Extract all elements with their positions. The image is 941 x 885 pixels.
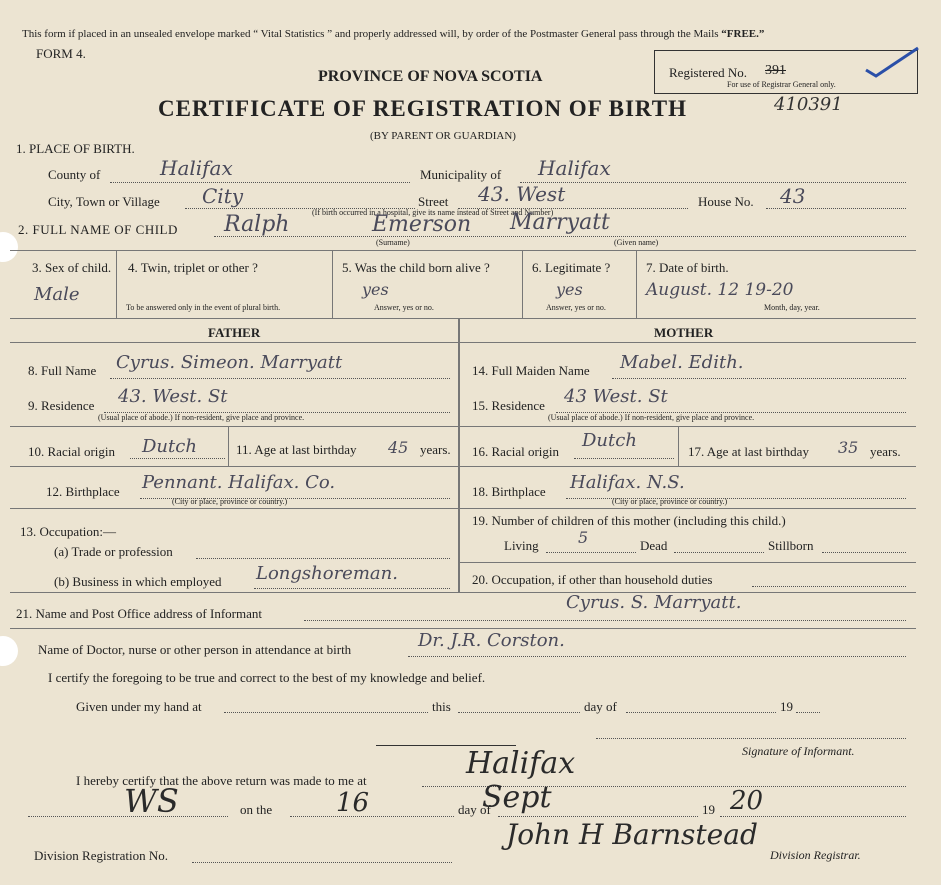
father-racial-label: 10. Racial origin [28,444,116,459]
registrar-year: 20 [730,786,764,816]
street-value: 43. West [478,182,566,206]
municipality-value: Halifax [538,156,611,180]
stillborn-label: Stillborn [768,538,814,553]
place-of-birth-heading: 1. PLACE OF BIRTH. [16,141,135,156]
birth-date-label: 7. Date of birth. [646,260,729,275]
postal-notice: This form if placed in an unsealed envelope marked “ Vital Statistics ” and properly addressed will, by order of the Postmaster General pass through the Mails “FREE.” [22,28,765,40]
given-under-label: Given under my hand at [76,699,202,714]
doctor-label: Name of Doctor, nurse or other person in attendance at birth [38,642,352,657]
father-residence-label: 9. Residence [28,398,95,413]
mother-birthplace-value: Halifax. N.S. [570,472,685,493]
mother-age-label: 17. Age at last birthday [688,444,809,459]
division-registration-label: Division Registration No. [34,848,168,863]
mother-occupation-label: 20. Occupation, if other than household duties [472,572,713,587]
house-value: 43 [780,184,806,208]
on-the-label: on the [240,802,273,817]
legitimate-note: Answer, yes or no. [546,303,606,312]
mother-racial-value: Dutch [582,430,637,451]
mother-years-label: years. [870,444,901,459]
registered-label: Registered No. [669,65,747,80]
father-heading: FATHER [208,325,261,340]
occupation-heading: 13. Occupation:— [20,524,117,539]
registrar-day: 16 [336,788,370,818]
father-residence-value: 43. West. St [118,386,228,407]
city-value: City [202,184,244,208]
county-value: Halifax [160,156,233,180]
sex-value: Male [34,284,80,305]
mother-birthplace-label: 18. Birthplace [472,484,546,499]
division-registrar-label: Division Registrar. [770,848,861,862]
living-value: 5 [578,528,589,547]
mother-heading: MOTHER [654,325,714,340]
house-label: House No. [698,194,754,209]
doctor-value: Dr. J.R. Corston. [418,630,565,651]
municipality-label: Municipality of [420,167,502,182]
mother-birthplace-note: (City or place, province or country.) [612,497,728,506]
registered-handwritten: 410391 [774,94,843,115]
form-number: FORM 4. [36,46,86,61]
father-name-value: Cyrus. Simeon. Marryatt [116,352,343,373]
mother-residence-label: 15. Residence [472,398,545,413]
father-age-label: 11. Age at last birthday [236,442,357,457]
mother-residence-note: (Usual place of abode.) If non-resident, give place and province. [548,413,755,422]
hospital-note: (If birth occurred in a hospital, give its name instead of Street and Number) [312,208,554,217]
child-name-label: 2. FULL NAME OF CHILD [18,222,178,237]
registrar-signature: John H Barnstead [506,818,758,851]
punch-hole [0,232,18,262]
father-birthplace-value: Pennant. Halifax. Co. [142,472,336,493]
page-subtitle: (BY PARENT OR GUARDIAN) [370,130,516,142]
living-label: Living [504,538,539,553]
birth-date-note: Month, day, year. [764,303,820,312]
children-count-label: 19. Number of children of this mother (including this child.) [472,513,786,528]
birth-date-value: August. 12 19-20 [646,280,794,300]
father-birthplace-label: 12. Birthplace [46,484,120,499]
registrar-place: Halifax [466,746,576,781]
father-birthplace-note: (City or place, province or country.) [172,497,288,506]
father-name-label: 8. Full Name [28,363,97,378]
twin-label: 4. Twin, triplet or other ? [128,260,258,275]
day-of-label: day of [584,699,617,714]
dead-label: Dead [640,538,668,553]
this-label: this [432,699,451,714]
twin-note: To be answered only in the event of plural birth. [126,303,281,312]
mother-age-value: 35 [838,438,859,457]
surname-note: (Surname) [376,238,410,247]
city-label: City, Town or Village [48,194,160,209]
province-heading: PROVINCE OF NOVA SCOTIA [318,68,543,85]
informant-signature-label: Signature of Informant. [742,744,855,758]
father-age-value: 45 [388,438,409,457]
registrar-month: Sept [482,780,552,815]
mother-name-value: Mabel. Edith. [620,352,744,373]
alive-value: yes [362,280,389,299]
year-label: 19 [780,699,793,714]
father-racial-value: Dutch [142,436,197,457]
child-surname: Marryatt [510,210,610,235]
registrar-certify-text: I hereby certify that the above return was made to me at [76,773,367,788]
street-label: Street [418,194,449,209]
sex-label: 3. Sex of child. [32,260,112,275]
registrar-year-prefix: 19 [702,802,715,817]
registered-value: 391 [765,63,786,78]
mother-racial-label: 16. Racial origin [472,444,560,459]
given-name-note: (Given name) [614,238,659,247]
alive-label: 5. Was the child born alive ? [342,260,490,275]
child-middle-name: Emerson [372,212,472,237]
registrar-initials: WS [124,782,179,820]
business-label: (b) Business in which employed [54,574,222,589]
trade-label: (a) Trade or profession [54,544,173,559]
business-value: Longshoreman. [256,563,398,584]
page-title: CERTIFICATE OF REGISTRATION OF BIRTH [158,96,687,121]
legitimate-label: 6. Legitimate ? [532,260,611,275]
child-given-name: Ralph [224,212,290,237]
mother-residence-value: 43 West. St [564,386,668,407]
county-label: County of [48,167,101,182]
registrar-day-of-label: day of [458,802,491,817]
father-years-label: years. [420,442,451,457]
punch-hole [0,636,18,666]
alive-note: Answer, yes or no. [374,303,434,312]
registered-note: For use of Registrar General only. [727,80,836,89]
father-residence-note: (Usual place of abode.) If non-resident, give place and province. [98,413,305,422]
informant-value: Cyrus. S. Marryatt. [566,592,742,613]
informant-label: 21. Name and Post Office address of Informant [16,606,262,621]
mother-name-label: 14. Full Maiden Name [472,363,590,378]
legitimate-value: yes [556,280,583,299]
blue-check-mark [862,44,922,78]
certify-text: I certify the foregoing to be true and correct to the best of my knowledge and belief. [48,670,486,685]
